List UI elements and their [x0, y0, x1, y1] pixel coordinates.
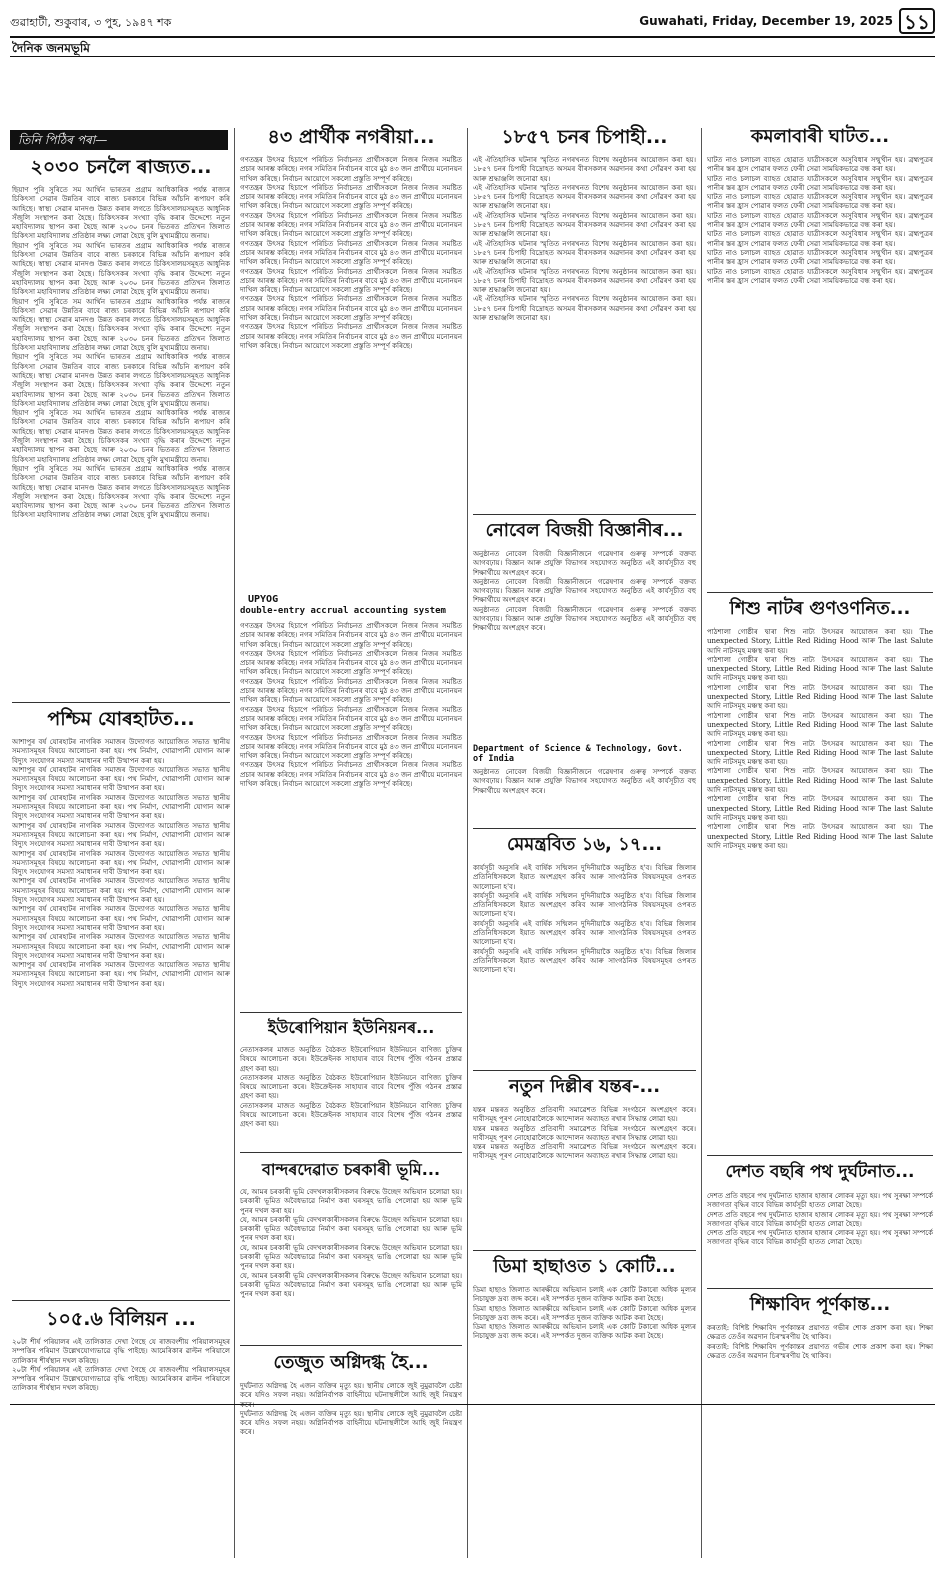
headline-kamalabari: কমলাবাৰী ঘাটত...	[750, 126, 890, 147]
article-divider	[240, 1152, 462, 1153]
headline-1857: ১৮৫৭ চনৰ চিপাহী...	[501, 126, 668, 148]
article-body-1857: এই ঐতিহাসিক ঘটনাৰ স্মৃতিত নগৰখনত বিশেষ অনুষ্ঠানৰ আয়োজন কৰা হয়। ১৮৫৭ চনৰ চিপাহী বিদ্ৰোহত অসমৰ বীৰসকলৰ অৱদানৰ কথা সোঁৱৰণ কৰা হয় আৰু শ্ৰদ্ধাঞ্জলি জনোৱা হয়। এই ঐতিহাসিক ঘটনাৰ স্মৃতিত নগৰখনত বিশেষ অনুষ্ঠানৰ আয়োজন কৰা হয়। ১৮৫৭ চনৰ চিপাহী বিদ্ৰোহত অসমৰ বীৰসকলৰ অৱদানৰ কথা সোঁৱৰণ কৰা হয় আৰু শ্ৰদ্ধাঞ্জলি জনোৱা হয়। এই ঐতিহাসিক ঘটনাৰ স্মৃতিত নগৰখনত বিশেষ অনুষ্ঠানৰ আয়োজন কৰা হয়। ১৮৫৭ চনৰ চিপাহী বিদ্ৰোহত অসমৰ বীৰসকলৰ অৱদানৰ কথা সোঁৱৰণ কৰা হয় আৰু শ্ৰদ্ধাঞ্জলি জনোৱা হয়। এই ঐতিহাসিক ঘটনাৰ স্মৃতিত নগৰখনত বিশেষ অনুষ্ঠানৰ আয়োজন কৰা হয়। ১৮৫৭ চনৰ চিপাহী বিদ্ৰোহত অসমৰ বীৰসকলৰ অৱদানৰ কথা সোঁৱৰণ কৰা হয় আৰু শ্ৰদ্ধাঞ্জলি জনোৱা হয়। এই ঐতিহাসিক ঘটনাৰ স্মৃতিত নগৰখনত বিশেষ অনুষ্ঠানৰ আয়োজন কৰা হয়। ১৮৫৭ চনৰ চিপাহী বিদ্ৰোহত অসমৰ বীৰসকলৰ অৱদানৰ কথা সোঁৱৰণ কৰা হয় আৰু শ্ৰদ্ধাঞ্জলি জনোৱা হয়। এই ঐতিহাসিক ঘটনাৰ স্মৃতিত নগৰখনত বিশেষ অনুষ্ঠানৰ আয়োজন কৰা হয়। ১৮৫৭ চনৰ চিপাহী বিদ্ৰোহত অসমৰ বীৰসকলৰ অৱদানৰ কথা সোঁৱৰণ কৰা হয় আৰু শ্ৰদ্ধাঞ্জলি জনোৱা হয়।	[473, 156, 696, 323]
article-divider	[473, 514, 696, 515]
column-divider	[701, 128, 702, 1558]
article-body-educationist: কৰতাই: বিশিষ্ট শিক্ষাবিদ পূৰ্ণকান্তৰ প্ৰয়াণত গভীৰ শোক প্ৰকাশ কৰা হয়। শিক্ষা ক্ষেত্ৰত তেওঁৰ অৱদান চিৰস্মৰণীয় হৈ থাকিব। কৰতাই: বিশিষ্ট শিক্ষাবিদ পূৰ্ণকান্তৰ প্ৰয়াণত গভীৰ শোক প্ৰকাশ কৰা হয়। শিক্ষা ক্ষেত্ৰত তেওঁৰ অৱদান চিৰস্মৰণীয় হৈ থাকিব।	[707, 1324, 933, 1360]
headline-bandardewa: বান্দৰদেৱাত চৰকাৰী ভূমি...	[261, 1160, 441, 1179]
column-divider	[467, 128, 468, 1558]
article-body-child-drama: পাঠশালা গোষ্ঠীৰ দ্বাৰা শিশু নাট্য উৎসৱৰ আয়োজন কৰা হয়। The unexpected Story, Little Red Riding Hood আৰু The last Salute আদি নাটসমূহ মঞ্চস্থ কৰা হয়। পাঠশালা গোষ্ঠীৰ দ্বাৰা শিশু নাট্য উৎসৱৰ আয়োজন কৰা হয়। The unexpected Story, Little Red Riding Hood আৰু The last Salute আদি নাটসমূহ মঞ্চস্থ কৰা হয়। পাঠশালা গোষ্ঠীৰ দ্বাৰা শিশু নাট্য উৎসৱৰ আয়োজন কৰা হয়। The unexpected Story, Little Red Riding Hood আৰু The last Salute আদি নাটসমূহ মঞ্চস্থ কৰা হয়। পাঠশালা গোষ্ঠীৰ দ্বাৰা শিশু নাট্য উৎসৱৰ আয়োজন কৰা হয়। The unexpected Story, Little Red Riding Hood আৰু The last Salute আদি নাটসমূহ মঞ্চস্থ কৰা হয়। পাঠশালা গোষ্ঠীৰ দ্বাৰা শিশু নাট্য উৎসৱৰ আয়োজন কৰা হয়। The unexpected Story, Little Red Riding Hood আৰু The last Salute আদি নাটসমূহ মঞ্চস্থ কৰা হয়। পাঠশালা গোষ্ঠীৰ দ্বাৰা শিশু নাট্য উৎসৱৰ আয়োজন কৰা হয়। The unexpected Story, Little Red Riding Hood আৰু The last Salute আদি নাটসমূহ মঞ্চস্থ কৰা হয়। পাঠশালা গোষ্ঠীৰ দ্বাৰা শিশু নাট্য উৎসৱৰ আয়োজন কৰা হয়। The unexpected Story, Little Red Riding Hood আৰু The last Salute আদি নাটসমূহ মঞ্চস্থ কৰা হয়। পাঠশালা গোষ্ঠীৰ দ্বাৰা শিশু নাট্য উৎসৱৰ আয়োজন কৰা হয়। The unexpected Story, Little Red Riding Hood আৰু The last Salute আদি নাটসমূহ মঞ্চস্থ কৰা হয়।	[707, 628, 933, 850]
article-body-billion: ২০টা শীৰ্ষ পৰিয়ালৰ এই তালিকাত দেখা গৈছে যে ৰাজবংশীয় পৰিয়ালসমূহৰ সম্পত্তিৰ পৰিমাণ উল্লেখযোগ্যভাৱে বৃদ্ধি পাইছে। আমেৰিকাৰ ৱাল্টন পৰিয়ালে তালিকাৰ শীৰ্ষস্থান দখল কৰিছে। ২০টা শীৰ্ষ পৰিয়ালৰ এই তালিকাত দেখা গৈছে যে ৰাজবংশীয় পৰিয়ালসমূহৰ সম্পত্তিৰ পৰিমাণ উল্লেখযোগ্যভাৱে বৃদ্ধি পাইছে। আমেৰিকাৰ ৱাল্টন পৰিয়ালে তালিকাৰ শীৰ্ষস্থান দখল কৰিছে।	[12, 1338, 230, 1393]
article-body-nobel: অনুষ্ঠানত নোবেল বিজয়ী বিজ্ঞানীজনে গৱেষণাৰ গুৰুত্ব সম্পৰ্কে বক্তব্য আগবঢ়ায়। বিজ্ঞান আৰু প্ৰযুক্তি বিভাগৰ সহযোগত অনুষ্ঠিত এই কাৰ্যসূচীত বহু শিক্ষাৰ্থীয়ে অংশগ্ৰহণ কৰে। অনুষ্ঠানত নোবেল বিজয়ী বিজ্ঞানীজনে গৱেষণাৰ গুৰুত্ব সম্পৰ্কে বক্তব্য আগবঢ়ায়। বিজ্ঞান আৰু প্ৰযুক্তি বিভাগৰ সহযোগত অনুষ্ঠিত এই কাৰ্যসূচীত বহু শিক্ষাৰ্থীয়ে অংশগ্ৰহণ কৰে। অনুষ্ঠানত নোবেল বিজয়ী বিজ্ঞানীজনে গৱেষণাৰ গুৰুত্ব সম্পৰ্কে বক্তব্য আগবঢ়ায়। বিজ্ঞান আৰু প্ৰযুক্তি বিভাগৰ সহযোগত অনুষ্ঠিত এই কাৰ্যসূচীত বহু শিক্ষাৰ্থীয়ে অংশগ্ৰহণ কৰে।	[473, 550, 696, 633]
article-divider	[473, 1070, 696, 1071]
headline-road-accident: দেশত বছৰি পথ দুৰ্ঘটনাত...	[725, 1162, 915, 1182]
term-dept: Department of Science & Technology, Govt. of India	[473, 744, 683, 764]
article-divider	[707, 1155, 933, 1156]
article-body-conference: কাৰ্যসূচী অনুসৰি এই বাৰ্ষিক সন্মিলন দুদিনীয়াকৈ অনুষ্ঠিত হ'ব। বিভিন্ন জিলাৰ প্ৰতিনিধিসকলে ইয়াত অংশগ্ৰহণ কৰিব আৰু সাংগঠনিক বিষয়সমূহৰ ওপৰত আলোচনা হ'ব। কাৰ্যসূচী অনুসৰি এই বাৰ্ষিক সন্মিলন দুদিনীয়াকৈ অনুষ্ঠিত হ'ব। বিভিন্ন জিলাৰ প্ৰতিনিধিসকলে ইয়াত অংশগ্ৰহণ কৰিব আৰু সাংগঠনিক বিষয়সমূহৰ ওপৰত আলোচনা হ'ব। কাৰ্যসূচী অনুসৰি এই বাৰ্ষিক সন্মিলন দুদিনীয়াকৈ অনুষ্ঠিত হ'ব। বিভিন্ন জিলাৰ প্ৰতিনিধিসকলে ইয়াত অংশগ্ৰহণ কৰিব আৰু সাংগঠনিক বিষয়সমূহৰ ওপৰত আলোচনা হ'ব। কাৰ্যসূচী অনুসৰি এই বাৰ্ষিক সন্মিলন দুদিনীয়াকৈ অনুষ্ঠিত হ'ব। বিভিন্ন জিলাৰ প্ৰতিনিধিসকলে ইয়াত অংশগ্ৰহণ কৰিব আৰু সাংগঠনিক বিষয়সমূহৰ ওপৰত আলোচনা হ'ব।	[473, 864, 696, 975]
headline-conference: মেমন্ত্ৰবিত ১৬, ১৭...	[506, 834, 663, 855]
date-line-english: Guwahati, Friday, December 19, 2025	[639, 14, 893, 28]
article-divider	[473, 828, 696, 829]
headline-nobel: নোবেল বিজয়ী বিজ্ঞানীৰ...	[485, 520, 684, 541]
paper-name: দৈনিক জনমভূমি	[12, 41, 90, 55]
article-body-bandardewa: যে, আমৰ চৰকাৰী ভূমি বেদখলকাৰীসকলৰ বিৰুদ্ধে উচ্ছেদ অভিযান চলোৱা হয়। চৰকাৰী ভূমিত অবৈধভাৱে নিৰ্মাণ কৰা ঘৰসমূহ ভাঙি পেলোৱা হয় আৰু ভূমি পুনৰ দখল কৰা হয়। যে, আমৰ চৰকাৰী ভূমি বেদখলকাৰীসকলৰ বিৰুদ্ধে উচ্ছেদ অভিযান চলোৱা হয়। চৰকাৰী ভূমিত অবৈধভাৱে নিৰ্মাণ কৰা ঘৰসমূহ ভাঙি পেলোৱা হয় আৰু ভূমি পুনৰ দখল কৰা হয়। যে, আমৰ চৰকাৰী ভূমি বেদখলকাৰীসকলৰ বিৰুদ্ধে উচ্ছেদ অভিযান চলোৱা হয়। চৰকাৰী ভূমিত অবৈধভাৱে নিৰ্মাণ কৰা ঘৰসমূহ ভাঙি পেলোৱা হয় আৰু ভূমি পুনৰ দখল কৰা হয়। যে, আমৰ চৰকাৰী ভূমি বেদখলকাৰীসকলৰ বিৰুদ্ধে উচ্ছেদ অভিযান চলোৱা হয়। চৰকাৰী ভূমিত অবৈধভাৱে নিৰ্মাণ কৰা ঘৰসমূহ ভাঙি পেলোৱা হয় আৰু ভূমি পুনৰ দখল কৰা হয়।	[240, 1188, 462, 1299]
date-line-assamese: গুৱাহাটী, শুকুবাৰ, ৩ পুহ, ১৯৪৭ শক	[10, 16, 172, 29]
article-divider	[240, 1012, 462, 1013]
article-body-nobel-cont: অনুষ্ঠানত নোবেল বিজয়ী বিজ্ঞানীজনে গৱেষণাৰ গুৰুত্ব সম্পৰ্কে বক্তব্য আগবঢ়ায়। বিজ্ঞান আৰু প্ৰযুক্তি বিভাগৰ সহযোগত অনুষ্ঠিত এই কাৰ্যসূচীত বহু শিক্ষাৰ্থীয়ে অংশগ্ৰহণ কৰে।	[473, 768, 696, 795]
article-body-european-union: নেতাসকলৰ মাজত অনুষ্ঠিত বৈঠকত ইউৰোপিয়ান ইউনিয়নে বাণিজ্য চুক্তিৰ বিষয়ে আলোচনা কৰে। ইউক্ৰেইনক সাহায্যৰ বাবে বিশেষ পুঁজি গঠনৰ প্ৰস্তাৱ গ্ৰহণ কৰা হয়। নেতাসকলৰ মাজত অনুষ্ঠিত বৈঠকত ইউৰোপিয়ান ইউনিয়নে বাণিজ্য চুক্তিৰ বিষয়ে আলোচনা কৰে। ইউক্ৰেইনক সাহায্যৰ বাবে বিশেষ পুঁজি গঠনৰ প্ৰস্তাৱ গ্ৰহণ কৰা হয়। নেতাসকলৰ মাজত অনুষ্ঠিত বৈঠকত ইউৰোপিয়ান ইউনিয়নে বাণিজ্য চুক্তিৰ বিষয়ে আলোচনা কৰে। ইউক্ৰেইনক সাহায্যৰ বাবে বিশেষ পুঁজি গঠনৰ প্ৰস্তাৱ গ্ৰহণ কৰা হয়।	[240, 1046, 462, 1129]
headline-west-jorhat: পশ্চিম যোৰহাটত...	[47, 708, 195, 730]
article-divider	[707, 592, 933, 593]
article-body-road-accident: দেশত প্ৰতি বছৰে পথ দুৰ্ঘটনাত হাজাৰ হাজাৰ লোকৰ মৃত্যু হয়। পথ সুৰক্ষা সম্পৰ্কে সজাগতা বৃদ্ধিৰ বাবে বিভিন্ন কাৰ্যসূচী হাতত লোৱা হৈছে। দেশত প্ৰতি বছৰে পথ দুৰ্ঘটনাত হাজাৰ হাজাৰ লোকৰ মৃত্যু হয়। পথ সুৰক্ষা সম্পৰ্কে সজাগতা বৃদ্ধিৰ বাবে বিভিন্ন কাৰ্যসূচী হাতত লোৱা হৈছে। দেশত প্ৰতি বছৰে পথ দুৰ্ঘটনাত হাজাৰ হাজাৰ লোকৰ মৃত্যু হয়। পথ সুৰক্ষা সম্পৰ্কে সজাগতা বৃদ্ধিৰ বাবে বিভিন্ন কাৰ্যসূচী হাতত লোৱা হৈছে।	[707, 1192, 933, 1247]
article-divider	[12, 1300, 230, 1301]
article-body-43-candidates: গণতন্ত্ৰৰ উৎসৱ হিচাপে পৰিচিত নিৰ্বাচনত প্ৰাৰ্থীসকলে নিজৰ নিজৰ সমষ্টিত প্ৰচাৰ আৰম্ভ কৰিছে। নগৰ সমিতিৰ নিৰ্বাচনৰ বাবে মুঠ ৪৩ জন প্ৰাৰ্থীয়ে মনোনয়ন দাখিল কৰিছে। নিৰ্বাচন আয়োগে সকলো প্ৰস্তুতি সম্পূৰ্ণ কৰিছে। গণতন্ত্ৰৰ উৎসৱ হিচাপে পৰিচিত নিৰ্বাচনত প্ৰাৰ্থীসকলে নিজৰ নিজৰ সমষ্টিত প্ৰচাৰ আৰম্ভ কৰিছে। নগৰ সমিতিৰ নিৰ্বাচনৰ বাবে মুঠ ৪৩ জন প্ৰাৰ্থীয়ে মনোনয়ন দাখিল কৰিছে। নিৰ্বাচন আয়োগে সকলো প্ৰস্তুতি সম্পূৰ্ণ কৰিছে। গণতন্ত্ৰৰ উৎসৱ হিচাপে পৰিচিত নিৰ্বাচনত প্ৰাৰ্থীসকলে নিজৰ নিজৰ সমষ্টিত প্ৰচাৰ আৰম্ভ কৰিছে। নগৰ সমিতিৰ নিৰ্বাচনৰ বাবে মুঠ ৪৩ জন প্ৰাৰ্থীয়ে মনোনয়ন দাখিল কৰিছে। নিৰ্বাচন আয়োগে সকলো প্ৰস্তুতি সম্পূৰ্ণ কৰিছে। গণতন্ত্ৰৰ উৎসৱ হিচাপে পৰিচিত নিৰ্বাচনত প্ৰাৰ্থীসকলে নিজৰ নিজৰ সমষ্টিত প্ৰচাৰ আৰম্ভ কৰিছে। নগৰ সমিতিৰ নিৰ্বাচনৰ বাবে মুঠ ৪৩ জন প্ৰাৰ্থীয়ে মনোনয়ন দাখিল কৰিছে। নিৰ্বাচন আয়োগে সকলো প্ৰস্তুতি সম্পূৰ্ণ কৰিছে। গণতন্ত্ৰৰ উৎসৱ হিচাপে পৰিচিত নিৰ্বাচনত প্ৰাৰ্থীসকলে নিজৰ নিজৰ সমষ্টিত প্ৰচাৰ আৰম্ভ কৰিছে। নগৰ সমিতিৰ নিৰ্বাচনৰ বাবে মুঠ ৪৩ জন প্ৰাৰ্থীয়ে মনোনয়ন দাখিল কৰিছে। নিৰ্বাচন আয়োগে সকলো প্ৰস্তুতি সম্পূৰ্ণ কৰিছে। গণতন্ত্ৰৰ উৎসৱ হিচাপে পৰিচিত নিৰ্বাচনত প্ৰাৰ্থীসকলে নিজৰ নিজৰ সমষ্টিত প্ৰচাৰ আৰম্ভ কৰিছে। নগৰ সমিতিৰ নিৰ্বাচনৰ বাবে মুঠ ৪৩ জন প্ৰাৰ্থীয়ে মনোনয়ন দাখিল কৰিছে। নিৰ্বাচন আয়োগে সকলো প্ৰস্তুতি সম্পূৰ্ণ কৰিছে। গণতন্ত্ৰৰ উৎসৱ হিচাপে পৰিচিত নিৰ্বাচনত প্ৰাৰ্থীসকলে নিজৰ নিজৰ সমষ্টিত প্ৰচাৰ আৰম্ভ কৰিছে। নগৰ সমিতিৰ নিৰ্বাচনৰ বাবে মুঠ ৪৩ জন প্ৰাৰ্থীয়ে মনোনয়ন দাখিল কৰিছে। নিৰ্বাচন আয়োগে সকলো প্ৰস্তুতি সম্পূৰ্ণ কৰিছে।	[240, 156, 462, 350]
column-divider	[234, 128, 235, 1558]
term-upyog: UPYOG	[248, 594, 279, 605]
headline-43-candidates: ৪৩ প্ৰাৰ্থীক নগৰীয়া...	[267, 126, 435, 148]
headline-educationist: শিক্ষাবিদ পূৰ্ণকান্ত...	[749, 1294, 891, 1315]
article-body-43-candidates-cont: গণতন্ত্ৰৰ উৎসৱ হিচাপে পৰিচিত নিৰ্বাচনত প্ৰাৰ্থীসকলে নিজৰ নিজৰ সমষ্টিত প্ৰচাৰ আৰম্ভ কৰিছে। নগৰ সমিতিৰ নিৰ্বাচনৰ বাবে মুঠ ৪৩ জন প্ৰাৰ্থীয়ে মনোনয়ন দাখিল কৰিছে। নিৰ্বাচন আয়োগে সকলো প্ৰস্তুতি সম্পূৰ্ণ কৰিছে। গণতন্ত্ৰৰ উৎসৱ হিচাপে পৰিচিত নিৰ্বাচনত প্ৰাৰ্থীসকলে নিজৰ নিজৰ সমষ্টিত প্ৰচাৰ আৰম্ভ কৰিছে। নগৰ সমিতিৰ নিৰ্বাচনৰ বাবে মুঠ ৪৩ জন প্ৰাৰ্থীয়ে মনোনয়ন দাখিল কৰিছে। নিৰ্বাচন আয়োগে সকলো প্ৰস্তুতি সম্পূৰ্ণ কৰিছে। গণতন্ত্ৰৰ উৎসৱ হিচাপে পৰিচিত নিৰ্বাচনত প্ৰাৰ্থীসকলে নিজৰ নিজৰ সমষ্টিত প্ৰচাৰ আৰম্ভ কৰিছে। নগৰ সমিতিৰ নিৰ্বাচনৰ বাবে মুঠ ৪৩ জন প্ৰাৰ্থীয়ে মনোনয়ন দাখিল কৰিছে। নিৰ্বাচন আয়োগে সকলো প্ৰস্তুতি সম্পূৰ্ণ কৰিছে। গণতন্ত্ৰৰ উৎসৱ হিচাপে পৰিচিত নিৰ্বাচনত প্ৰাৰ্থীসকলে নিজৰ নিজৰ সমষ্টিত প্ৰচাৰ আৰম্ভ কৰিছে। নগৰ সমিতিৰ নিৰ্বাচনৰ বাবে মুঠ ৪৩ জন প্ৰাৰ্থীয়ে মনোনয়ন দাখিল কৰিছে। নিৰ্বাচন আয়োগে সকলো প্ৰস্তুতি সম্পূৰ্ণ কৰিছে। গণতন্ত্ৰৰ উৎসৱ হিচাপে পৰিচিত নিৰ্বাচনত প্ৰাৰ্থীসকলে নিজৰ নিজৰ সমষ্টিত প্ৰচাৰ আৰম্ভ কৰিছে। নগৰ সমিতিৰ নিৰ্বাচনৰ বাবে মুঠ ৪৩ জন প্ৰাৰ্থীয়ে মনোনয়ন দাখিল কৰিছে। নিৰ্বাচন আয়োগে সকলো প্ৰস্তুতি সম্পূৰ্ণ কৰিছে। গণতন্ত্ৰৰ উৎসৱ হিচাপে পৰিচিত নিৰ্বাচনত প্ৰাৰ্থীসকলে নিজৰ নিজৰ সমষ্টিত প্ৰচাৰ আৰম্ভ কৰিছে। নগৰ সমিতিৰ নিৰ্বাচনৰ বাবে মুঠ ৪৩ জন প্ৰাৰ্থীয়ে মনোনয়ন দাখিল কৰিছে। নিৰ্বাচন আয়োগে সকলো প্ৰস্তুতি সম্পূৰ্ণ কৰিছে।	[240, 622, 462, 789]
page-number: ১১	[899, 8, 935, 34]
article-divider	[240, 1345, 462, 1346]
headline-tezu-fire: তেজুত অগ্নিদগ্ধ হৈ...	[273, 1352, 429, 1373]
article-divider	[707, 1288, 933, 1289]
headline-european-union: ইউৰোপিয়ান ইউনিয়নৰ...	[267, 1018, 435, 1037]
footer-rule	[10, 1404, 935, 1405]
header-rule	[10, 56, 935, 57]
masthead	[10, 8, 935, 34]
headline-jantar-mantar: নতুন দিল্লীৰ যন্তৰ-...	[508, 1076, 661, 1097]
headline-dima-hasao: ডিমা হাছাওত ১ কোটি...	[493, 1256, 676, 1277]
headline-billion: ১০৫.৬ বিলিয়ন ...	[46, 1308, 196, 1330]
article-divider	[12, 702, 230, 703]
article-body-jantar-mantar: যন্তৰ মন্তৰত অনুষ্ঠিত প্ৰতিবাদী সমাৱেশত বিভিন্ন সংগঠনে অংশগ্ৰহণ কৰে। দাবীসমূহ পূৰণ নোহোৱালৈকে আন্দোলন অব্যাহত ৰখাৰ সিদ্ধান্ত লোৱা হয়। যন্তৰ মন্তৰত অনুষ্ঠিত প্ৰতিবাদী সমাৱেশত বিভিন্ন সংগঠনে অংশগ্ৰহণ কৰে। দাবীসমূহ পূৰণ নোহোৱালৈকে আন্দোলন অব্যাহত ৰখাৰ সিদ্ধান্ত লোৱা হয়। যন্তৰ মন্তৰত অনুষ্ঠিত প্ৰতিবাদী সমাৱেশত বিভিন্ন সংগঠনে অংশগ্ৰহণ কৰে। দাবীসমূহ পূৰণ নোহোৱালৈকে আন্দোলন অব্যাহত ৰখাৰ সিদ্ধান্ত লোৱা হয়।	[473, 1106, 696, 1161]
article-body-tezu-fire: দুৰ্ঘটনাত অগ্নিদগ্ধ হৈ এজন ব্যক্তিৰ মৃত্যু হয়। স্থানীয় লোকে জুই নুমুৱাবলৈ চেষ্টা কৰে যদিও সফল নহয়। অগ্নিনিৰ্বাপক বাহিনীয়ে ঘটনাস্থলীলৈ আহি জুই নিয়ন্ত্ৰণ কৰে। দুৰ্ঘটনাত অগ্নিদগ্ধ হৈ এজন ব্যক্তিৰ মৃত্যু হয়। স্থানীয় লোকে জুই নুমুৱাবলৈ চেষ্টা কৰে যদিও সফল নহয়। অগ্নিনিৰ্বাপক বাহিনীয়ে ঘটনাস্থলীলৈ আহি জুই নিয়ন্ত্ৰণ কৰে।	[240, 1382, 462, 1437]
term-accrual: double-entry accrual accounting system	[240, 606, 446, 616]
article-divider	[473, 1250, 696, 1251]
headline-child-drama: শিশু নাটৰ গুণওণনিত...	[729, 598, 911, 619]
masthead-rule	[10, 36, 935, 38]
headline-2030: ২০৩০ চনলৈ ৰাজ্যত...	[30, 156, 212, 178]
article-body-2030: ছিয়াণ পুৰি সুৰিতে সম আৰ্থিন ভাৰতৰ প্ৰগ্ৰাম আধিকাৰিক পৰ্যন্ত ৰাজ্যৰ চিকিৎসা সেৱাৰ উন্নতিৰ বাবে ৰাজ্য চৰকাৰে বিভিন্ন আঁচনি ৰূপায়ণ কৰি আহিছে। স্বাস্থ্য সেৱাৰ মানদণ্ড উন্নত কৰাৰ লগতে চিকিৎসালয়সমূহত আধুনিক সঁজুলি সংস্থাপন কৰা হৈছে। চিকিৎসকৰ সংখ্যা বৃদ্ধি কৰাৰ উদ্দেশ্যে নতুন মহাবিদ্যালয় স্থাপন কৰা হৈছে আৰু ২০৩০ চনৰ ভিতৰত প্ৰতিখন জিলাত চিকিৎসা মহাবিদ্যালয় প্ৰতিষ্ঠাৰ লক্ষ্য লোৱা হৈছে বুলি মুখ্যমন্ত্ৰীয়ে জনায়। ছিয়াণ পুৰি সুৰিতে সম আৰ্থিন ভাৰতৰ প্ৰগ্ৰাম আধিকাৰিক পৰ্যন্ত ৰাজ্যৰ চিকিৎসা সেৱাৰ উন্নতিৰ বাবে ৰাজ্য চৰকাৰে বিভিন্ন আঁচনি ৰূপায়ণ কৰি আহিছে। স্বাস্থ্য সেৱাৰ মানদণ্ড উন্নত কৰাৰ লগতে চিকিৎসালয়সমূহত আধুনিক সঁজুলি সংস্থাপন কৰা হৈছে। চিকিৎসকৰ সংখ্যা বৃদ্ধি কৰাৰ উদ্দেশ্যে নতুন মহাবিদ্যালয় স্থাপন কৰা হৈছে আৰু ২০৩০ চনৰ ভিতৰত প্ৰতিখন জিলাত চিকিৎসা মহাবিদ্যালয় প্ৰতিষ্ঠাৰ লক্ষ্য লোৱা হৈছে বুলি মুখ্যমন্ত্ৰীয়ে জনায়। ছিয়াণ পুৰি সুৰিতে সম আৰ্থিন ভাৰতৰ প্ৰগ্ৰাম আধিকাৰিক পৰ্যন্ত ৰাজ্যৰ চিকিৎসা সেৱাৰ উন্নতিৰ বাবে ৰাজ্য চৰকাৰে বিভিন্ন আঁচনি ৰূপায়ণ কৰি আহিছে। স্বাস্থ্য সেৱাৰ মানদণ্ড উন্নত কৰাৰ লগতে চিকিৎসালয়সমূহত আধুনিক সঁজুলি সংস্থাপন কৰা হৈছে। চিকিৎসকৰ সংখ্যা বৃদ্ধি কৰাৰ উদ্দেশ্যে নতুন মহাবিদ্যালয় স্থাপন কৰা হৈছে আৰু ২০৩০ চনৰ ভিতৰত প্ৰতিখন জিলাত চিকিৎসা মহাবিদ্যালয় প্ৰতিষ্ঠাৰ লক্ষ্য লোৱা হৈছে বুলি মুখ্যমন্ত্ৰীয়ে জনায়। ছিয়াণ পুৰি সুৰিতে সম আৰ্থিন ভাৰতৰ প্ৰগ্ৰাম আধিকাৰিক পৰ্যন্ত ৰাজ্যৰ চিকিৎসা সেৱাৰ উন্নতিৰ বাবে ৰাজ্য চৰকাৰে বিভিন্ন আঁচনি ৰূপায়ণ কৰি আহিছে। স্বাস্থ্য সেৱাৰ মানদণ্ড উন্নত কৰাৰ লগতে চিকিৎসালয়সমূহত আধুনিক সঁজুলি সংস্থাপন কৰা হৈছে। চিকিৎসকৰ সংখ্যা বৃদ্ধি কৰাৰ উদ্দেশ্যে নতুন মহাবিদ্যালয় স্থাপন কৰা হৈছে আৰু ২০৩০ চনৰ ভিতৰত প্ৰতিখন জিলাত চিকিৎসা মহাবিদ্যালয় প্ৰতিষ্ঠাৰ লক্ষ্য লোৱা হৈছে বুলি মুখ্যমন্ত্ৰীয়ে জনায়। ছিয়াণ পুৰি সুৰিতে সম আৰ্থিন ভাৰতৰ প্ৰগ্ৰাম আধিকাৰিক পৰ্যন্ত ৰাজ্যৰ চিকিৎসা সেৱাৰ উন্নতিৰ বাবে ৰাজ্য চৰকাৰে বিভিন্ন আঁচনি ৰূপায়ণ কৰি আহিছে। স্বাস্থ্য সেৱাৰ মানদণ্ড উন্নত কৰাৰ লগতে চিকিৎসালয়সমূহত আধুনিক সঁজুলি সংস্থাপন কৰা হৈছে। চিকিৎসকৰ সংখ্যা বৃদ্ধি কৰাৰ উদ্দেশ্যে নতুন মহাবিদ্যালয় স্থাপন কৰা হৈছে আৰু ২০৩০ চনৰ ভিতৰত প্ৰতিখন জিলাত চিকিৎসা মহাবিদ্যালয় প্ৰতিষ্ঠাৰ লক্ষ্য লোৱা হৈছে বুলি মুখ্যমন্ত্ৰীয়ে জনায়। ছিয়াণ পুৰি সুৰিতে সম আৰ্থিন ভাৰতৰ প্ৰগ্ৰাম আধিকাৰিক পৰ্যন্ত ৰাজ্যৰ চিকিৎসা সেৱাৰ উন্নতিৰ বাবে ৰাজ্য চৰকাৰে বিভিন্ন আঁচনি ৰূপায়ণ কৰি আহিছে। স্বাস্থ্য সেৱাৰ মানদণ্ড উন্নত কৰাৰ লগতে চিকিৎসালয়সমূহত আধুনিক সঁজুলি সংস্থাপন কৰা হৈছে। চিকিৎসকৰ সংখ্যা বৃদ্ধি কৰাৰ উদ্দেশ্যে নতুন মহাবিদ্যালয় স্থাপন কৰা হৈছে আৰু ২০৩০ চনৰ ভিতৰত প্ৰতিখন জিলাত চিকিৎসা মহাবিদ্যালয় প্ৰতিষ্ঠাৰ লক্ষ্য লোৱা হৈছে বুলি মুখ্যমন্ত্ৰীয়ে জনায়।	[12, 186, 230, 520]
section-label: তিনি পিঠিৰ পৰা—	[10, 130, 228, 150]
article-body-kamalabari: ঘাটত নাও চলাচল ব্যাহত হোৱাত যাত্ৰীসকলে অসুবিধাৰ সন্মুখীন হয়। ব্ৰহ্মপুত্ৰৰ পানীৰ স্তৰ হ্ৰাস পোৱাৰ ফলত ফেৰী সেৱা সাময়িকভাৱে বন্ধ কৰা হয়। ঘাটত নাও চলাচল ব্যাহত হোৱাত যাত্ৰীসকলে অসুবিধাৰ সন্মুখীন হয়। ব্ৰহ্মপুত্ৰৰ পানীৰ স্তৰ হ্ৰাস পোৱাৰ ফলত ফেৰী সেৱা সাময়িকভাৱে বন্ধ কৰা হয়। ঘাটত নাও চলাচল ব্যাহত হোৱাত যাত্ৰীসকলে অসুবিধাৰ সন্মুখীন হয়। ব্ৰহ্মপুত্ৰৰ পানীৰ স্তৰ হ্ৰাস পোৱাৰ ফলত ফেৰী সেৱা সাময়িকভাৱে বন্ধ কৰা হয়। ঘাটত নাও চলাচল ব্যাহত হোৱাত যাত্ৰীসকলে অসুবিধাৰ সন্মুখীন হয়। ব্ৰহ্মপুত্ৰৰ পানীৰ স্তৰ হ্ৰাস পোৱাৰ ফলত ফেৰী সেৱা সাময়িকভাৱে বন্ধ কৰা হয়। ঘাটত নাও চলাচল ব্যাহত হোৱাত যাত্ৰীসকলে অসুবিধাৰ সন্মুখীন হয়। ব্ৰহ্মপুত্ৰৰ পানীৰ স্তৰ হ্ৰাস পোৱাৰ ফলত ফেৰী সেৱা সাময়িকভাৱে বন্ধ কৰা হয়। ঘাটত নাও চলাচল ব্যাহত হোৱাত যাত্ৰীসকলে অসুবিধাৰ সন্মুখীন হয়। ব্ৰহ্মপুত্ৰৰ পানীৰ স্তৰ হ্ৰাস পোৱাৰ ফলত ফেৰী সেৱা সাময়িকভাৱে বন্ধ কৰা হয়। ঘাটত নাও চলাচল ব্যাহত হোৱাত যাত্ৰীসকলে অসুবিধাৰ সন্মুখীন হয়। ব্ৰহ্মপুত্ৰৰ পানীৰ স্তৰ হ্ৰাস পোৱাৰ ফলত ফেৰী সেৱা সাময়িকভাৱে বন্ধ কৰা হয়।	[707, 156, 933, 285]
article-body-dima-hasao: ডিমা হাছাও জিলাত আৰক্ষীয়ে অভিযান চলাই এক কোটি টকাৰো অধিক মূল্যৰ নিচাযুক্ত দ্ৰব্য জব্দ কৰে। এই সম্পৰ্কত দুজন ব্যক্তিক আটক কৰা হৈছে। ডিমা হাছাও জিলাত আৰক্ষীয়ে অভিযান চলাই এক কোটি টকাৰো অধিক মূল্যৰ নিচাযুক্ত দ্ৰব্য জব্দ কৰে। এই সম্পৰ্কত দুজন ব্যক্তিক আটক কৰা হৈছে। ডিমা হাছাও জিলাত আৰক্ষীয়ে অভিযান চলাই এক কোটি টকাৰো অধিক মূল্যৰ নিচাযুক্ত দ্ৰব্য জব্দ কৰে। এই সম্পৰ্কত দুজন ব্যক্তিক আটক কৰা হৈছে।	[473, 1286, 696, 1341]
article-body-west-jorhat: আশাপুৰ বৰ্ষ যোৰহাটৰ নাগৰিক সমাজৰ উদ্যোগত আয়োজিত সভাত স্থানীয় সমস্যাসমূহৰ বিষয়ে আলোচনা কৰা হয়। পথ নিৰ্মাণ, খোৱাপানী যোগান আৰু বিদ্যুৎ সংযোগৰ সমস্যা সমাধানৰ দাবী উত্থাপন কৰা হয়। আশাপুৰ বৰ্ষ যোৰহাটৰ নাগৰিক সমাজৰ উদ্যোগত আয়োজিত সভাত স্থানীয় সমস্যাসমূহৰ বিষয়ে আলোচনা কৰা হয়। পথ নিৰ্মাণ, খোৱাপানী যোগান আৰু বিদ্যুৎ সংযোগৰ সমস্যা সমাধানৰ দাবী উত্থাপন কৰা হয়। আশাপুৰ বৰ্ষ যোৰহাটৰ নাগৰিক সমাজৰ উদ্যোগত আয়োজিত সভাত স্থানীয় সমস্যাসমূহৰ বিষয়ে আলোচনা কৰা হয়। পথ নিৰ্মাণ, খোৱাপানী যোগান আৰু বিদ্যুৎ সংযোগৰ সমস্যা সমাধানৰ দাবী উত্থাপন কৰা হয়। আশাপুৰ বৰ্ষ যোৰহাটৰ নাগৰিক সমাজৰ উদ্যোগত আয়োজিত সভাত স্থানীয় সমস্যাসমূহৰ বিষয়ে আলোচনা কৰা হয়। পথ নিৰ্মাণ, খোৱাপানী যোগান আৰু বিদ্যুৎ সংযোগৰ সমস্যা সমাধানৰ দাবী উত্থাপন কৰা হয়। আশাপুৰ বৰ্ষ যোৰহাটৰ নাগৰিক সমাজৰ উদ্যোগত আয়োজিত সভাত স্থানীয় সমস্যাসমূহৰ বিষয়ে আলোচনা কৰা হয়। পথ নিৰ্মাণ, খোৱাপানী যোগান আৰু বিদ্যুৎ সংযোগৰ সমস্যা সমাধানৰ দাবী উত্থাপন কৰা হয়। আশাপুৰ বৰ্ষ যোৰহাটৰ নাগৰিক সমাজৰ উদ্যোগত আয়োজিত সভাত স্থানীয় সমস্যাসমূহৰ বিষয়ে আলোচনা কৰা হয়। পথ নিৰ্মাণ, খোৱাপানী যোগান আৰু বিদ্যুৎ সংযোগৰ সমস্যা সমাধানৰ দাবী উত্থাপন কৰা হয়। আশাপুৰ বৰ্ষ যোৰহাটৰ নাগৰিক সমাজৰ উদ্যোগত আয়োজিত সভাত স্থানীয় সমস্যাসমূহৰ বিষয়ে আলোচনা কৰা হয়। পথ নিৰ্মাণ, খোৱাপানী যোগান আৰু বিদ্যুৎ সংযোগৰ সমস্যা সমাধানৰ দাবী উত্থাপন কৰা হয়। আশাপুৰ বৰ্ষ যোৰহাটৰ নাগৰিক সমাজৰ উদ্যোগত আয়োজিত সভাত স্থানীয় সমস্যাসমূহৰ বিষয়ে আলোচনা কৰা হয়। পথ নিৰ্মাণ, খোৱাপানী যোগান আৰু বিদ্যুৎ সংযোগৰ সমস্যা সমাধানৰ দাবী উত্থাপন কৰা হয়। আশাপুৰ বৰ্ষ যোৰহাটৰ নাগৰিক সমাজৰ উদ্যোগত আয়োজিত সভাত স্থানীয় সমস্যাসমূহৰ বিষয়ে আলোচনা কৰা হয়। পথ নিৰ্মাণ, খোৱাপানী যোগান আৰু বিদ্যুৎ সংযোগৰ সমস্যা সমাধানৰ দাবী উত্থাপন কৰা হয়।	[12, 738, 230, 988]
